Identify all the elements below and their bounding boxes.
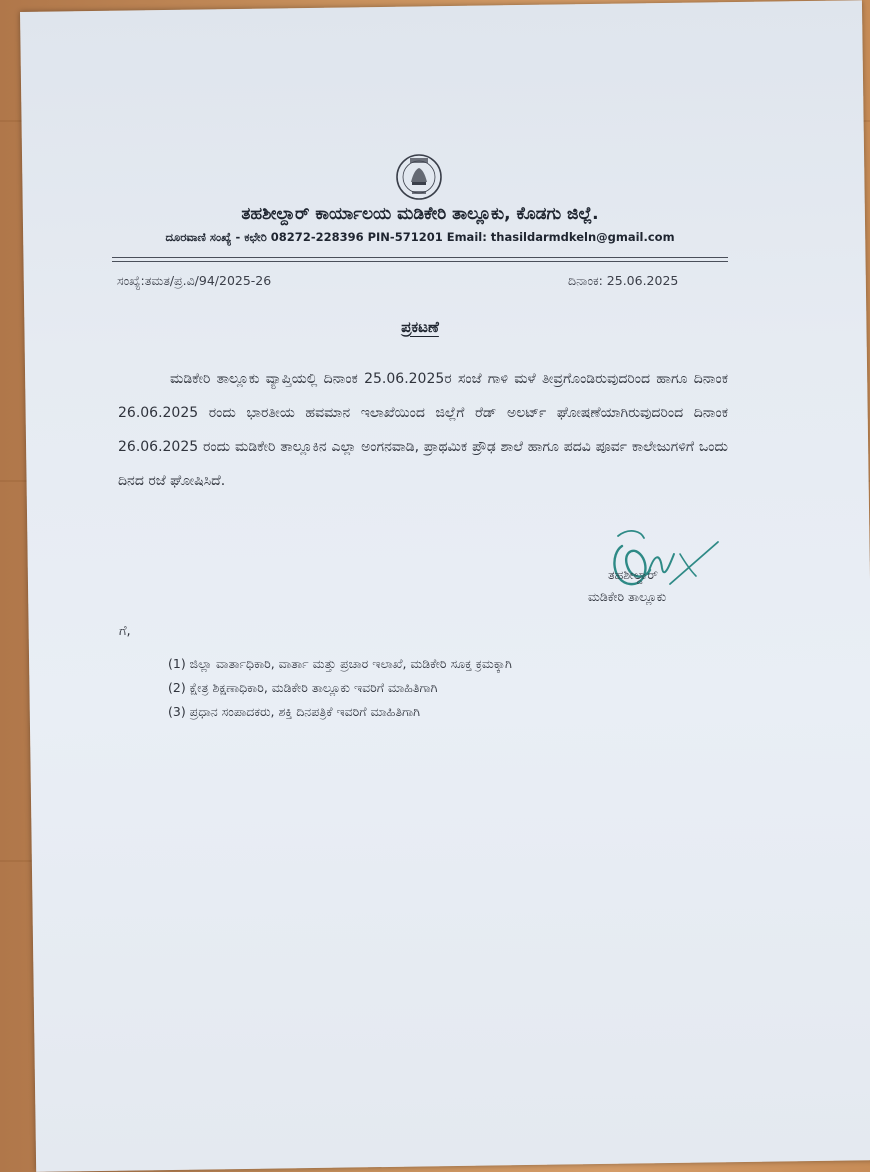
- header-divider: [112, 261, 728, 262]
- list-item: (2) ಕ್ಷೇತ್ರ ಶಿಕ್ಷಣಾಧಿಕಾರಿ, ಮಡಿಕೇರಿ ತಾಲ್ಲೂಕು ಇವರಿಗೆ ಮಾಹಿತಿಗಾಗಿ: [168, 680, 438, 695]
- office-contact: ದೂರವಾಣಿ ಸಂಖ್ಯೆ - ಕಛೇರಿ 08272-228396 PIN-571201 Email: thasildarmdkeln@gmail.com: [165, 230, 675, 244]
- header-divider: [112, 257, 728, 258]
- karnataka-government-emblem-icon: [388, 152, 450, 202]
- notice-body: ಮಡಿಕೇರಿ ತಾಲ್ಲೂಕು ವ್ಯಾಪ್ತಿಯಲ್ಲಿ ದಿನಾಂಕ 25.06.2025ರ ಸಂಜೆ ಗಾಳಿ ಮಳೆ ತೀವ್ರಗೊಂಡಿರುವುದರಿಂದ ಹಾಗೂ ದಿನಾಂಕ 26.06.2025 ರಂದು ಭಾರತೀಯ ಹವಮಾನ ಇಲಾಖೆಯಿಂದ ಜಿಲ್ಲೆಗೆ ರೆಡ್ ಅಲರ್ಟ್ ಘೋಷಣೆಯಾಗಿರುವುದರಿಂದ ದಿನಾಂಕ 26.06.2025 ರಂದು ಮಡಿಕೇರಿ ತಾಲ್ಲೂಕಿನ ಎಲ್ಲಾ ಅಂಗನವಾಡಿ, ಪ್ರಾಥಮಿಕ ಪ್ರೌಢ ಶಾಲೆ ಹಾಗೂ ಪದವಿ ಪೂರ್ವ ಕಾಲೇಜುಗಳಿಗೆ ಒಂದು ದಿನದ ರಜೆ ಘೋಷಿಸಿದೆ.: [118, 371, 728, 489]
- list-item: (1) ಜಿಲ್ಲಾ ವಾರ್ತಾಧಿಕಾರಿ, ವಾರ್ತಾ ಮತ್ತು ಪ್ರಚಾರ ಇಲಾಖೆ, ಮಡಿಕೇರಿ ಸೂಕ್ತ ಕ್ರಮಕ್ಕಾಗಿ: [168, 656, 512, 671]
- signatory-place: ಮಡಿಕೇರಿ ತಾಲ್ಲೂಕು: [588, 589, 667, 604]
- notice-heading: ಪ್ರಕಟಣೆ: [401, 318, 439, 336]
- recipients-label: ಗೆ,: [119, 624, 131, 639]
- list-item: (3) ಪ್ರಧಾನ ಸಂಪಾದಕರು, ಶಕ್ತಿ ದಿನಪತ್ರಿಕೆ ಇವರಿಗೆ ಮಾಹಿತಿಗಾಗಿ: [168, 704, 421, 719]
- reference-number: ಸಂಖ್ಯೆ:ತಮತ/ಪ್ರ.ವಿ/94/2025-26: [117, 273, 272, 288]
- office-title: ತಹಶೀಲ್ದಾರ್ ಕಾರ್ಯಾಲಯ ಮಡಿಕೇರಿ ತಾಲ್ಲೂಕು, ಕೊಡಗು ಜಿಲ್ಲೆ.: [241, 204, 599, 224]
- recipients-list: [168, 652, 512, 724]
- notice-date: ದಿನಾಂಕ: 25.06.2025: [568, 273, 679, 288]
- signatory-title: ತಹಶೀಲ್ದಾರ್: [608, 567, 659, 582]
